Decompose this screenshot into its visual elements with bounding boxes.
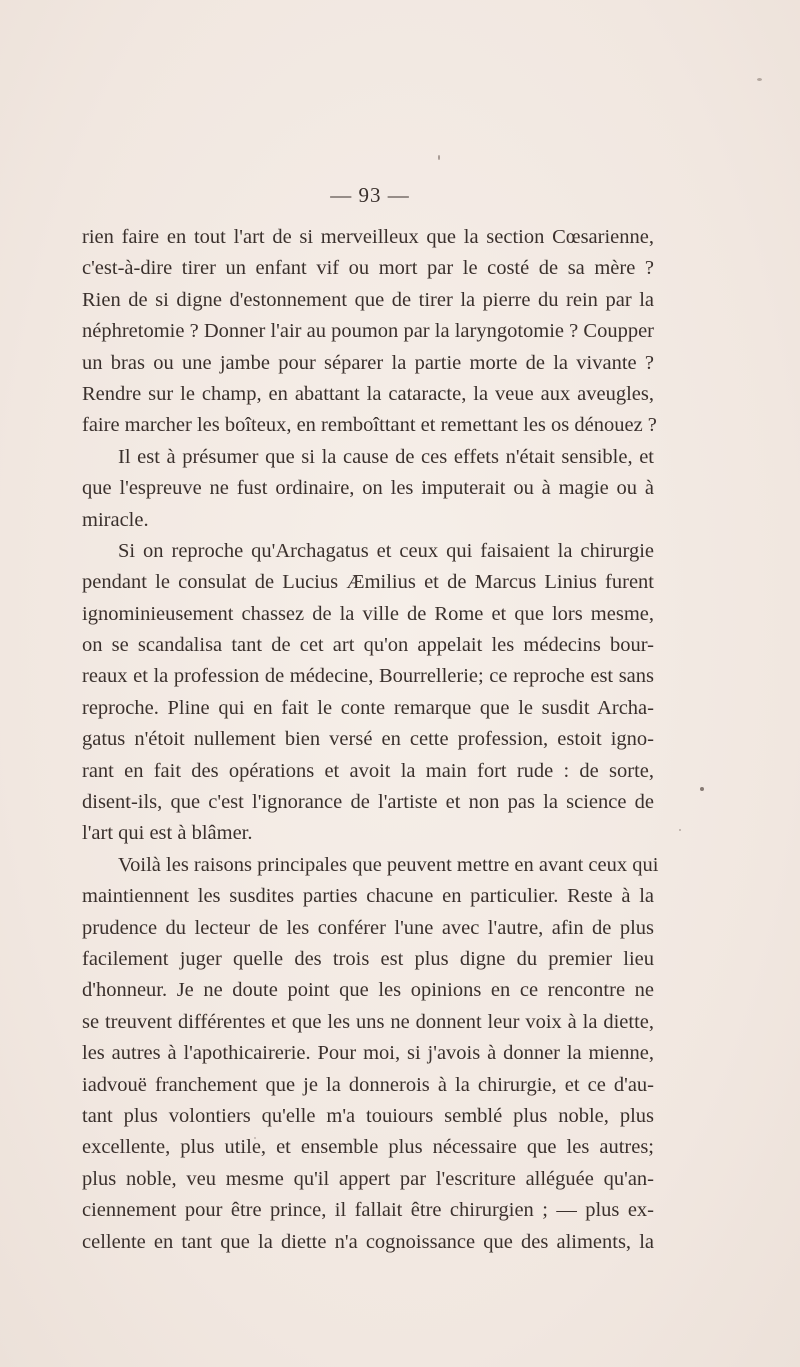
text-line: prudence du lecteur de les conférer l'une avec l'autre, afin de plus (82, 916, 654, 939)
text-line: ciennement pour être prince, il fallait être chirurgien ; — plus ex- (82, 1199, 654, 1222)
text-line: on se scandalisa tant de cet art qu'on appelait les médecins bour- (82, 634, 654, 657)
text-line: disent-ils, que c'est l'ignorance de l'artiste et non pas la science de (82, 791, 654, 814)
text-line: se treuvent différentes et que les uns ne donnent leur voix à la diette, (82, 1010, 654, 1033)
text-line: iadvouë franchement que je la donnerois à la chirurgie, et ce d'au- (82, 1073, 654, 1096)
text-line: néphretomie ? Donner l'air au poumon par la laryngotomie ? Coupper (82, 320, 654, 343)
text-line: que l'espreuve ne fust ordinaire, on les imputerait ou à magie ou à (82, 477, 654, 500)
text-line: un bras ou une jambe pour séparer la partie morte de la vivante ? (82, 351, 654, 374)
text-line: cellente en tant que la diette n'a cognoissance que des aliments, la (82, 1230, 654, 1253)
body-text (82, 222, 659, 1258)
text-line: miracle. (82, 508, 149, 531)
text-line: l'art qui est à blâmer. (82, 822, 253, 845)
text-line: reaux et la profession de médecine, Bourrellerie; ce reproche est sans (82, 665, 654, 688)
text-line: les autres à l'apothicairerie. Pour moi, si j'avois à donner la mienne, (82, 1042, 654, 1065)
ink-speck (757, 78, 762, 81)
ink-speck (679, 829, 681, 831)
ink-speck (438, 155, 440, 160)
text-line: Voilà les raisons principales que peuvent mettre en avant ceux qui (118, 853, 659, 876)
text-line: Il est à présumer que si la cause de ces effets n'était sensible, et (118, 445, 654, 468)
text-line: maintiennent les susdites parties chacune en particulier. Reste à la (82, 885, 654, 908)
page-number: — 93 — (330, 183, 410, 207)
text-line: Rien de si digne d'estonnement que de tirer la pierre du rein par la (82, 288, 654, 311)
text-line: excellente, plus utile, et ensemble plus nécessaire que les autres; (82, 1136, 654, 1159)
text-line: d'honneur. Je ne doute point que les opinions en ce rencontre ne (82, 979, 654, 1002)
text-line: Si on reproche qu'Archagatus et ceux qui faisaient la chirurgie (118, 539, 654, 562)
text-line: pendant le consulat de Lucius Æmilius et de Marcus Linius furent (82, 571, 654, 594)
text-line: rien faire en tout l'art de si merveilleux que la section Cœsarienne, (82, 226, 654, 248)
text-line: reproche. Pline qui en fait le conte remarque que le susdit Archa- (82, 696, 654, 719)
text-line: tant plus volontiers qu'elle m'a touiours semblé plus noble, plus (82, 1104, 654, 1127)
text-line: rant en fait des opérations et avoit la main fort rude : de sorte, (82, 759, 654, 782)
text-line: facilement juger quelle des trois est plus digne du premier lieu (82, 947, 654, 970)
text-line: ignominieusement chassez de la ville de Rome et que lors mesme, (82, 602, 654, 625)
text-line: gatus n'étoit nullement bien versé en cette profession, estoit igno- (82, 728, 654, 751)
text-line: c'est-à-dire tirer un enfant vif ou mort par le costé de sa mère ? (82, 257, 654, 280)
text-line: plus noble, veu mesme qu'il appert par l'escriture alléguée qu'an- (82, 1167, 654, 1190)
text-line: faire marcher les boîteux, en remboîttant et remettant les os dénouez ? (82, 414, 657, 437)
text-line: Rendre sur le champ, en abattant la cataracte, la veue aux aveugles, (82, 382, 654, 405)
ink-speck (254, 1137, 256, 1139)
ink-speck (700, 787, 704, 791)
